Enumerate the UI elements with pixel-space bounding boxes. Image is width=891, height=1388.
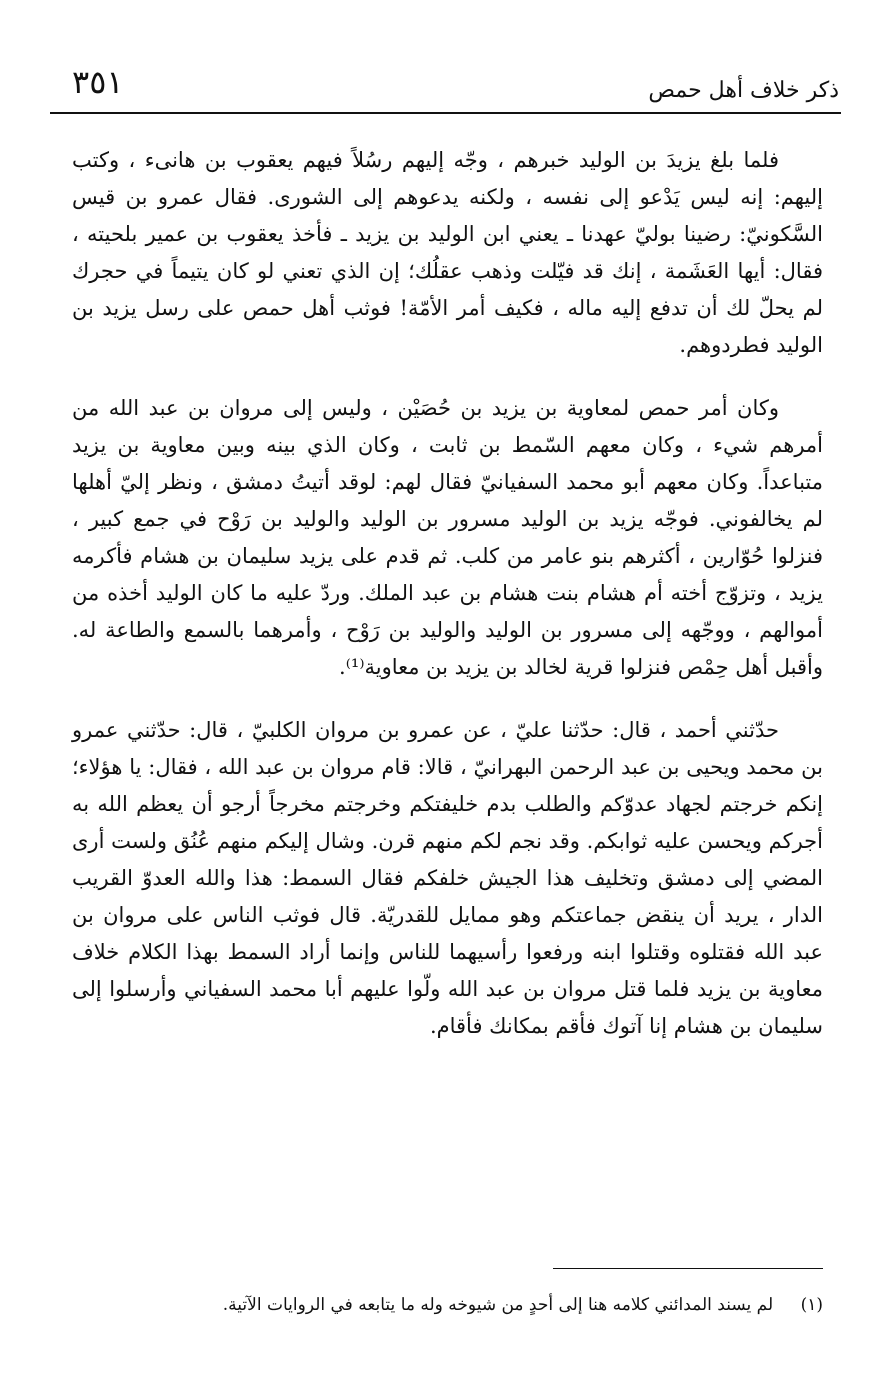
page-header bbox=[50, 62, 841, 114]
footnote-marker: (١) bbox=[800, 1295, 823, 1315]
paragraph-3: حدّثني أحمد ، قال: حدّثنا عليّ ، عن عمرو بن مروان الكلبيّ ، قال: حدّثني عمرو بن محمد ويحيى بن عبد الرحمن البهرانيّ ، قالا: قام مروان بن عبد الله ، فقال: يا هؤلاء؛ إنكم خرجتم لجهاد عدوّكم والطلب بدم خليفتكم وخرجتم مخرجاً أرجو أن يعظم الله به أجركم ويحسن عليه ثوابكم. وقد نجم لكم منهم قرن. وشال إليكم منهم عُنُق ولست أرى المضي إلى دمشق وتخليف هذا الجيش خلفكم فقال السمط: هذا والله العدوّ القريب الدار ، يريد أن ينقض جماعتكم وهو ممايل للقدريّة. قال فوثب الناس على مروان بن عبد الله فقتلوه وقتلوا ابنه ورفعوا رأسيهما للناس وإنما أراد السمط بهذا الكلام خلاف معاوية بن يزيد فلما قتل مروان بن عبد الله ولّوا عليهم أبا محمد السفياني وأرسلوا إلى سليمان بن هشام إنا آتوك فأقم بمكانك فأقام. bbox=[72, 718, 823, 1038]
footnote bbox=[72, 1292, 823, 1318]
paragraph-2: وكان أمر حمص لمعاوية بن يزيد بن حُصَيْن ، وليس إلى مروان بن عبد الله من أمرهم شيء ، وكان معهم السّمط بن ثابت ، وكان الذي بينه وبين معاوية بن يزيد متباعداً. وكان معهم أبو محمد السفيانيّ فقال لهم: لوقد أتيتُ دمشق ، ونظر إليّ أهلها لم يخالفوني. فوجّه يزيد بن الوليد مسرور بن الوليد والوليد بن رَوْح في جمع كبير ، فنزلوا حُوّارين ، أكثرهم بنو عامر من كلب. ثم قدم على يزيد سليمان بن هشام فأكرمه يزيد ، وتزوّج أخته أم هشام بنت هشام بن عبد الملك. وردّ عليه ما كان الوليد أخذه من أموالهم ، ووجّهه إلى مسرور بن الوليد والوليد بن رَوْح ، وأمرهما بالسمع والطاعة له. وأقبل أهل حِمْص فنزلوا قرية لخالد بن يزيد بن معاوية⁽¹⁾. bbox=[72, 396, 823, 679]
page-number: ٣٥١ bbox=[72, 63, 124, 101]
main-text bbox=[72, 142, 823, 1045]
running-title: ذكر خلاف أهل حمص bbox=[648, 78, 839, 103]
footnote-divider bbox=[553, 1268, 823, 1269]
footnote-text: لم يسند المدائني كلامه هنا إلى أحدٍ من شيوخه وله ما يتابعه في الروايات الآتية. bbox=[222, 1295, 774, 1315]
paragraph-1: فلما بلغ يزيدَ بن الوليد خبرهم ، وجّه إليهم رسُلاً فيهم يعقوب بن هانىء ، وكتب إليهم: إنه ليس يَدْعو إلى نفسه ، ولكنه يدعوهم إلى الشورى. فقال عمرو بن قيس السَّكونيّ: رضينا بوليّ عهدنا ـ يعني ابن الوليد بن يزيد ـ فأخذ يعقوب بن عمير بلحيته ، فقال: أيها العَشَمة ، إنك قد فيّلت وذهب عقلُك؛ إن الذي تعني لو كان يتيماً في حجرك لم يحلّ لك أن تدفع إليه ماله ، فكيف أمر الأمّة! فوثب أهل حمص على رسل يزيد بن الوليد فطردوهم. bbox=[72, 148, 823, 357]
